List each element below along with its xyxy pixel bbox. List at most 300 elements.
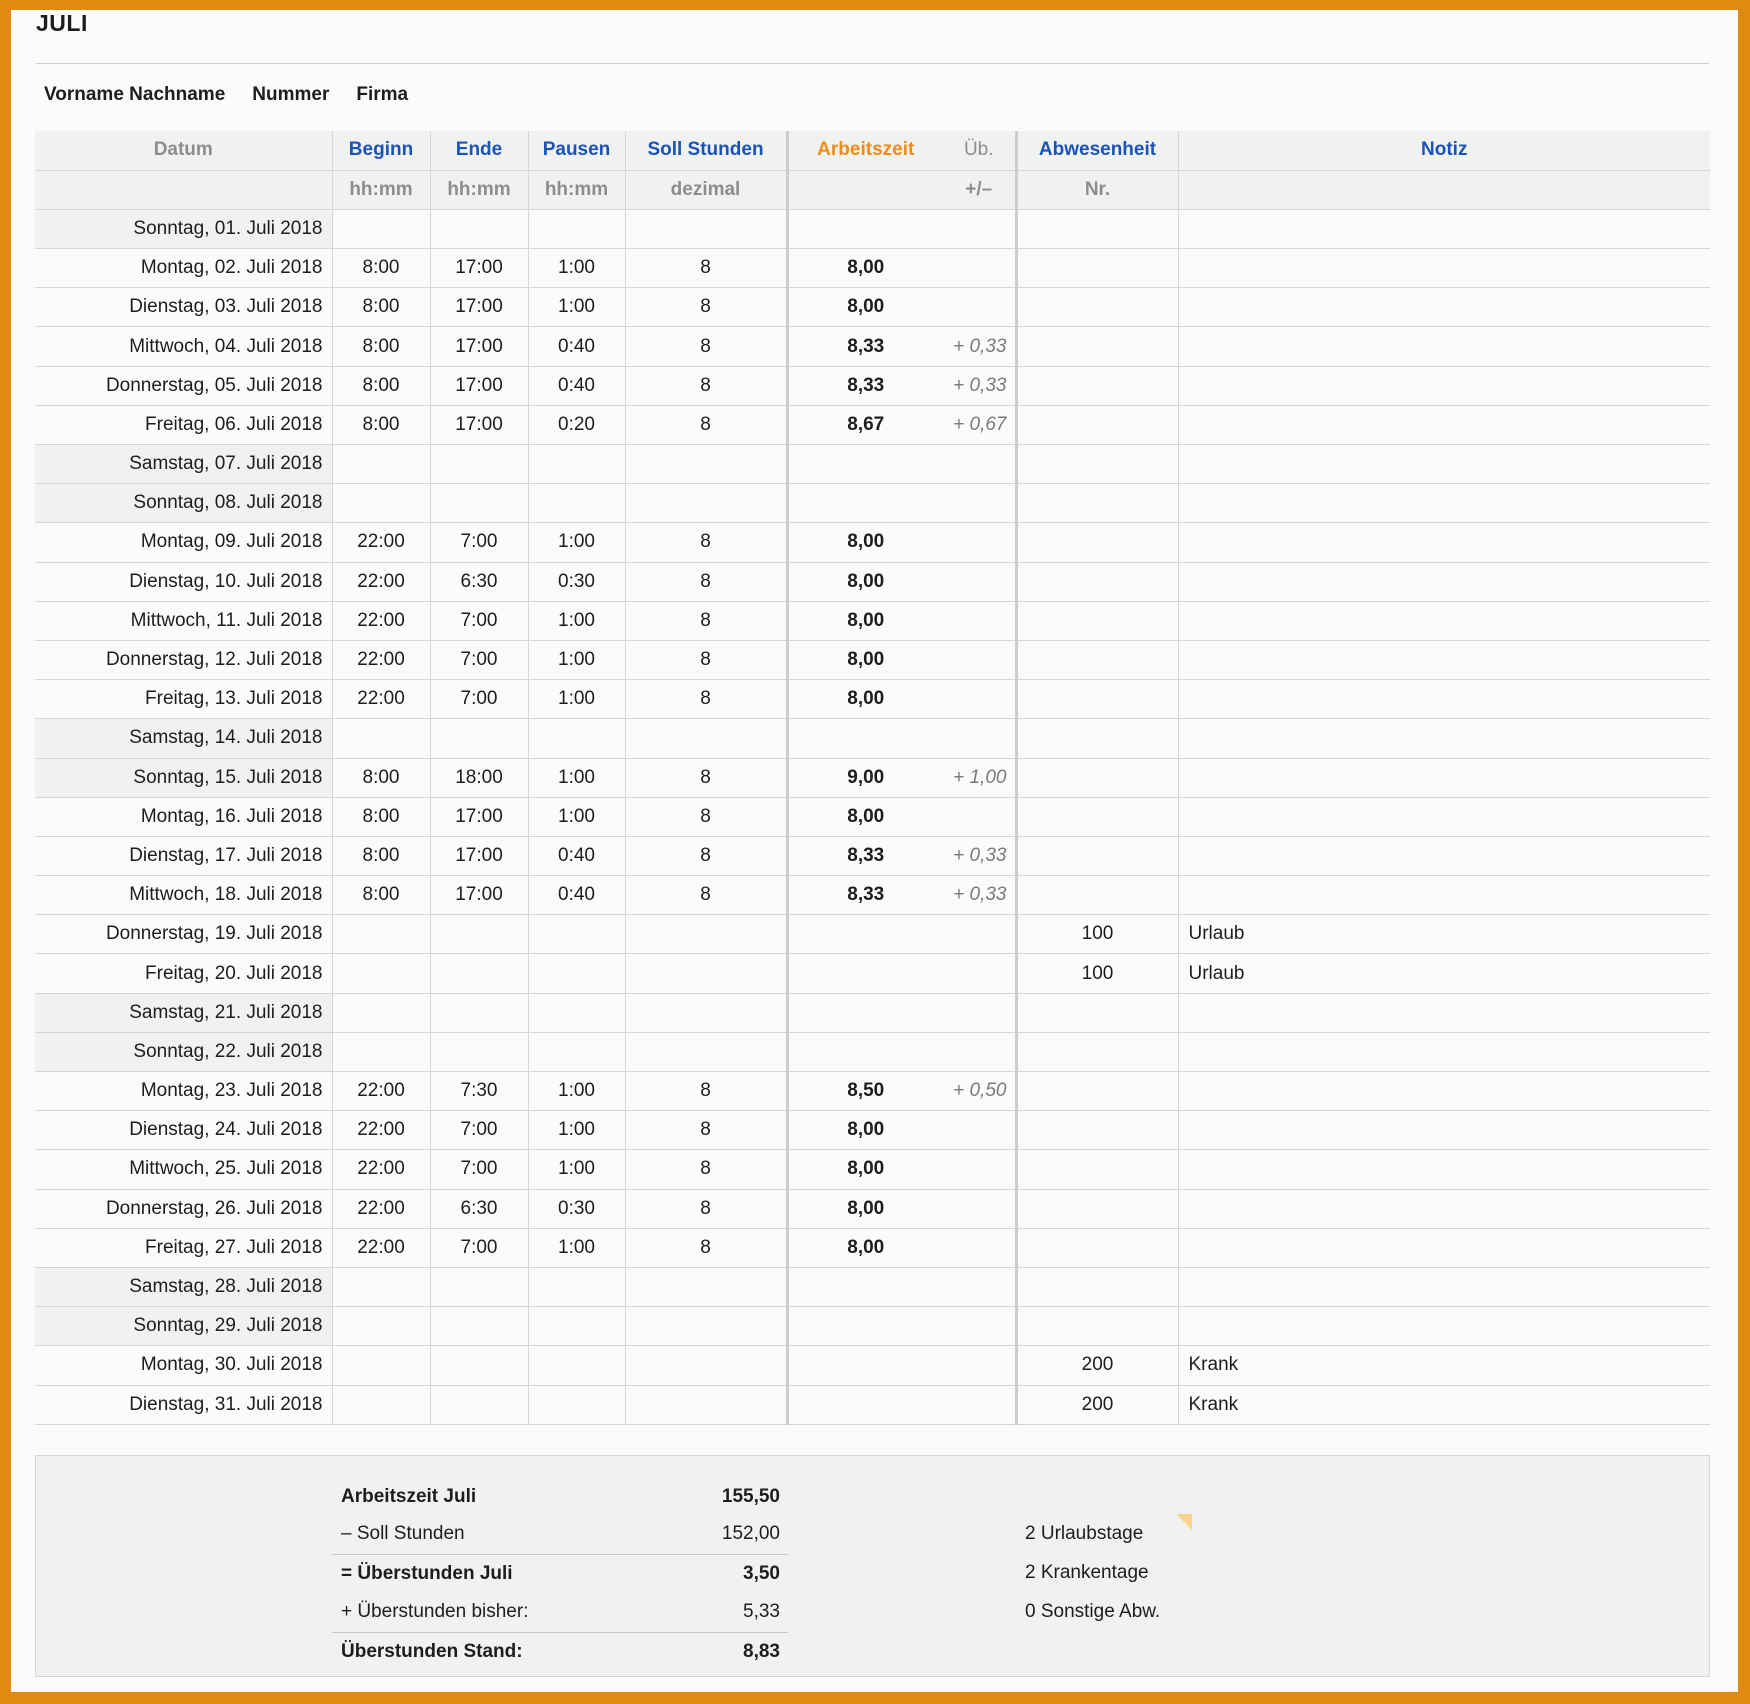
cell-overtime[interactable]: + 0,33 bbox=[943, 836, 1016, 875]
cell-end[interactable] bbox=[430, 1385, 528, 1424]
cell-worktime[interactable] bbox=[787, 915, 943, 954]
cell-date[interactable]: Freitag, 20. Juli 2018 bbox=[35, 954, 332, 993]
cell-end[interactable]: 7:00 bbox=[430, 1150, 528, 1189]
cell-breaks[interactable] bbox=[528, 1267, 625, 1306]
cell-end[interactable]: 17:00 bbox=[430, 366, 528, 405]
cell-date[interactable]: Donnerstag, 19. Juli 2018 bbox=[35, 915, 332, 954]
col-unit-date bbox=[35, 170, 332, 209]
cell-absence[interactable] bbox=[1016, 640, 1178, 679]
cell-begin[interactable]: 22:00 bbox=[332, 1150, 430, 1189]
cell-target[interactable] bbox=[625, 1032, 787, 1071]
cell-absence[interactable] bbox=[1016, 797, 1178, 836]
cell-date[interactable]: Sonntag, 15. Juli 2018 bbox=[35, 758, 332, 797]
cell-begin[interactable] bbox=[332, 915, 430, 954]
cell-begin[interactable]: 22:00 bbox=[332, 680, 430, 719]
cell-end[interactable]: 7:00 bbox=[430, 601, 528, 640]
cell-breaks[interactable]: 1:00 bbox=[528, 249, 625, 288]
cell-target[interactable] bbox=[625, 954, 787, 993]
cell-worktime[interactable] bbox=[787, 209, 943, 248]
cell-date[interactable]: Freitag, 06. Juli 2018 bbox=[35, 405, 332, 444]
cell-end[interactable]: 7:00 bbox=[430, 1111, 528, 1150]
cell-overtime[interactable] bbox=[943, 445, 1016, 484]
cell-target[interactable]: 8 bbox=[625, 405, 787, 444]
cell-worktime[interactable] bbox=[787, 719, 943, 758]
cell-target[interactable]: 8 bbox=[625, 797, 787, 836]
cell-end[interactable]: 17:00 bbox=[430, 836, 528, 875]
cell-note[interactable] bbox=[1178, 562, 1710, 601]
cell-breaks[interactable] bbox=[528, 1307, 625, 1346]
cell-target[interactable]: 8 bbox=[625, 1228, 787, 1267]
cell-worktime[interactable]: 8,00 bbox=[787, 288, 943, 327]
cell-note[interactable]: Urlaub bbox=[1178, 954, 1710, 993]
col-header-date: Datum bbox=[35, 131, 332, 170]
cell-worktime[interactable] bbox=[787, 954, 943, 993]
cell-begin[interactable] bbox=[332, 993, 430, 1032]
cell-begin[interactable]: 8:00 bbox=[332, 836, 430, 875]
cell-breaks[interactable]: 1:00 bbox=[528, 680, 625, 719]
table-row bbox=[35, 1267, 1710, 1306]
cell-target[interactable] bbox=[625, 445, 787, 484]
cell-breaks[interactable] bbox=[528, 209, 625, 248]
cell-overtime[interactable]: + 0,33 bbox=[943, 327, 1016, 366]
cell-overtime[interactable] bbox=[943, 1228, 1016, 1267]
cell-date[interactable]: Sonntag, 29. Juli 2018 bbox=[35, 1307, 332, 1346]
cell-begin[interactable] bbox=[332, 1267, 430, 1306]
cell-note[interactable] bbox=[1178, 249, 1710, 288]
cell-date[interactable]: Sonntag, 08. Juli 2018 bbox=[35, 484, 332, 523]
col-header-absence: Abwesenheit bbox=[1016, 131, 1178, 170]
cell-end[interactable]: 17:00 bbox=[430, 405, 528, 444]
cell-date[interactable]: Mittwoch, 04. Juli 2018 bbox=[35, 327, 332, 366]
cell-note[interactable] bbox=[1178, 758, 1710, 797]
cell-begin[interactable] bbox=[332, 209, 430, 248]
cell-breaks[interactable]: 1:00 bbox=[528, 523, 625, 562]
cell-date[interactable]: Montag, 30. Juli 2018 bbox=[35, 1346, 332, 1385]
table-row bbox=[35, 1189, 1710, 1228]
cell-target[interactable]: 8 bbox=[625, 562, 787, 601]
cell-breaks[interactable] bbox=[528, 1346, 625, 1385]
cell-overtime[interactable]: + 0,50 bbox=[943, 1072, 1016, 1111]
cell-worktime[interactable] bbox=[787, 1267, 943, 1306]
cell-note[interactable] bbox=[1178, 601, 1710, 640]
cell-absence[interactable]: 200 bbox=[1016, 1385, 1178, 1424]
cell-overtime[interactable] bbox=[943, 288, 1016, 327]
cell-date[interactable]: Samstag, 28. Juli 2018 bbox=[35, 1267, 332, 1306]
cell-target[interactable]: 8 bbox=[625, 327, 787, 366]
cell-breaks[interactable]: 1:00 bbox=[528, 601, 625, 640]
cell-date[interactable]: Dienstag, 10. Juli 2018 bbox=[35, 562, 332, 601]
cell-overtime[interactable] bbox=[943, 562, 1016, 601]
cell-end[interactable]: 17:00 bbox=[430, 288, 528, 327]
cell-note[interactable] bbox=[1178, 327, 1710, 366]
table-row bbox=[35, 993, 1710, 1032]
cell-worktime[interactable]: 8,00 bbox=[787, 1111, 943, 1150]
summary-worktime bbox=[332, 1477, 788, 1516]
cell-date[interactable]: Dienstag, 03. Juli 2018 bbox=[35, 288, 332, 327]
cell-begin[interactable] bbox=[332, 1032, 430, 1071]
cell-begin[interactable]: 22:00 bbox=[332, 1189, 430, 1228]
cell-absence[interactable] bbox=[1016, 1032, 1178, 1071]
cell-overtime[interactable] bbox=[943, 1267, 1016, 1306]
cell-overtime[interactable] bbox=[943, 1307, 1016, 1346]
cell-end[interactable]: 17:00 bbox=[430, 327, 528, 366]
cell-worktime[interactable]: 8,50 bbox=[787, 1072, 943, 1111]
cell-end[interactable]: 6:30 bbox=[430, 562, 528, 601]
cell-worktime[interactable]: 8,33 bbox=[787, 327, 943, 366]
cell-worktime[interactable]: 8,00 bbox=[787, 680, 943, 719]
cell-worktime[interactable]: 9,00 bbox=[787, 758, 943, 797]
person-number: Nummer bbox=[252, 84, 330, 105]
cell-end[interactable]: 7:00 bbox=[430, 640, 528, 679]
cell-note[interactable] bbox=[1178, 1111, 1710, 1150]
cell-note[interactable] bbox=[1178, 719, 1710, 758]
cell-begin[interactable]: 8:00 bbox=[332, 797, 430, 836]
cell-worktime[interactable]: 8,33 bbox=[787, 366, 943, 405]
cell-target[interactable]: 8 bbox=[625, 1111, 787, 1150]
col-unit-breaks: hh:mm bbox=[528, 170, 625, 209]
cell-target[interactable] bbox=[625, 1385, 787, 1424]
cell-end[interactable] bbox=[430, 719, 528, 758]
cell-absence[interactable] bbox=[1016, 1189, 1178, 1228]
cell-begin[interactable] bbox=[332, 1307, 430, 1346]
cell-note[interactable] bbox=[1178, 1189, 1710, 1228]
cell-overtime[interactable] bbox=[943, 680, 1016, 719]
cell-worktime[interactable]: 8,00 bbox=[787, 640, 943, 679]
cell-worktime[interactable]: 8,00 bbox=[787, 1189, 943, 1228]
cell-note[interactable] bbox=[1178, 288, 1710, 327]
cell-date[interactable]: Freitag, 13. Juli 2018 bbox=[35, 680, 332, 719]
cell-breaks[interactable]: 0:40 bbox=[528, 366, 625, 405]
cell-target[interactable]: 8 bbox=[625, 1189, 787, 1228]
cell-absence[interactable] bbox=[1016, 445, 1178, 484]
cell-note[interactable] bbox=[1178, 523, 1710, 562]
cell-absence[interactable] bbox=[1016, 601, 1178, 640]
cell-worktime[interactable]: 8,00 bbox=[787, 797, 943, 836]
cell-overtime[interactable] bbox=[943, 1385, 1016, 1424]
cell-absence[interactable] bbox=[1016, 1307, 1178, 1346]
cell-breaks[interactable]: 0:30 bbox=[528, 562, 625, 601]
summary-overtime-prev bbox=[332, 1592, 788, 1631]
cell-date[interactable]: Donnerstag, 26. Juli 2018 bbox=[35, 1189, 332, 1228]
timesheet-sheet bbox=[11, 10, 1738, 1692]
cell-begin[interactable]: 8:00 bbox=[332, 288, 430, 327]
cell-note[interactable] bbox=[1178, 640, 1710, 679]
cell-end[interactable]: 7:00 bbox=[430, 523, 528, 562]
cell-date[interactable]: Mittwoch, 11. Juli 2018 bbox=[35, 601, 332, 640]
cell-absence[interactable] bbox=[1016, 1111, 1178, 1150]
cell-absence[interactable] bbox=[1016, 405, 1178, 444]
cell-breaks[interactable] bbox=[528, 719, 625, 758]
cell-end[interactable] bbox=[430, 1346, 528, 1385]
cell-breaks[interactable]: 0:40 bbox=[528, 327, 625, 366]
cell-absence[interactable] bbox=[1016, 523, 1178, 562]
cell-target[interactable]: 8 bbox=[625, 640, 787, 679]
table-row bbox=[35, 719, 1710, 758]
cell-breaks[interactable] bbox=[528, 915, 625, 954]
cell-target[interactable] bbox=[625, 1307, 787, 1346]
cell-absence[interactable] bbox=[1016, 836, 1178, 875]
cell-worktime[interactable]: 8,00 bbox=[787, 562, 943, 601]
cell-end[interactable] bbox=[430, 1307, 528, 1346]
cell-overtime[interactable] bbox=[943, 523, 1016, 562]
cell-end[interactable] bbox=[430, 209, 528, 248]
cell-begin[interactable] bbox=[332, 445, 430, 484]
cell-target[interactable]: 8 bbox=[625, 680, 787, 719]
cell-note[interactable] bbox=[1178, 1150, 1710, 1189]
cell-worktime[interactable] bbox=[787, 1346, 943, 1385]
cell-breaks[interactable]: 0:40 bbox=[528, 876, 625, 915]
cell-overtime[interactable] bbox=[943, 719, 1016, 758]
cell-breaks[interactable] bbox=[528, 1032, 625, 1071]
cell-target[interactable]: 8 bbox=[625, 288, 787, 327]
cell-end[interactable]: 17:00 bbox=[430, 797, 528, 836]
cell-begin[interactable] bbox=[332, 954, 430, 993]
cell-absence[interactable] bbox=[1016, 484, 1178, 523]
cell-worktime[interactable]: 8,00 bbox=[787, 249, 943, 288]
summary-target-value: 152,00 bbox=[721, 1522, 780, 1544]
cell-note[interactable] bbox=[1178, 1228, 1710, 1267]
cell-absence[interactable]: 100 bbox=[1016, 915, 1178, 954]
cell-breaks[interactable]: 1:00 bbox=[528, 1150, 625, 1189]
cell-begin[interactable]: 8:00 bbox=[332, 249, 430, 288]
cell-worktime[interactable]: 8,00 bbox=[787, 1150, 943, 1189]
cell-target[interactable]: 8 bbox=[625, 876, 787, 915]
absence-vacation-count: 2 Urlaubstage bbox=[1025, 1523, 1144, 1544]
cell-note[interactable] bbox=[1178, 836, 1710, 875]
cell-absence[interactable] bbox=[1016, 876, 1178, 915]
cell-absence[interactable] bbox=[1016, 288, 1178, 327]
cell-note[interactable]: Krank bbox=[1178, 1346, 1710, 1385]
cell-date[interactable]: Montag, 23. Juli 2018 bbox=[35, 1072, 332, 1111]
cell-worktime[interactable] bbox=[787, 993, 943, 1032]
cell-date[interactable]: Donnerstag, 05. Juli 2018 bbox=[35, 366, 332, 405]
cell-target[interactable] bbox=[625, 993, 787, 1032]
cell-overtime[interactable] bbox=[943, 1111, 1016, 1150]
cell-target[interactable]: 8 bbox=[625, 758, 787, 797]
cell-note[interactable] bbox=[1178, 1267, 1710, 1306]
cell-date[interactable]: Montag, 02. Juli 2018 bbox=[35, 249, 332, 288]
cell-breaks[interactable]: 1:00 bbox=[528, 758, 625, 797]
cell-end[interactable]: 6:30 bbox=[430, 1189, 528, 1228]
cell-overtime[interactable] bbox=[943, 797, 1016, 836]
cell-absence[interactable] bbox=[1016, 209, 1178, 248]
col-unit-overtime: +/– bbox=[943, 170, 1016, 209]
cell-end[interactable]: 7:00 bbox=[430, 680, 528, 719]
cell-worktime[interactable]: 8,33 bbox=[787, 876, 943, 915]
cell-note[interactable] bbox=[1178, 484, 1710, 523]
cell-absence[interactable] bbox=[1016, 1150, 1178, 1189]
cell-target[interactable]: 8 bbox=[625, 249, 787, 288]
summary-overtime-prev-value: 5,33 bbox=[743, 1600, 780, 1622]
cell-date[interactable]: Montag, 16. Juli 2018 bbox=[35, 797, 332, 836]
cell-date[interactable]: Samstag, 14. Juli 2018 bbox=[35, 719, 332, 758]
cell-begin[interactable] bbox=[332, 719, 430, 758]
cell-date[interactable]: Freitag, 27. Juli 2018 bbox=[35, 1228, 332, 1267]
cell-begin[interactable]: 22:00 bbox=[332, 601, 430, 640]
cell-absence[interactable] bbox=[1016, 1267, 1178, 1306]
cell-absence[interactable] bbox=[1016, 758, 1178, 797]
cell-overtime[interactable] bbox=[943, 1346, 1016, 1385]
cell-begin[interactable]: 22:00 bbox=[332, 523, 430, 562]
cell-breaks[interactable]: 1:00 bbox=[528, 1111, 625, 1150]
cell-begin[interactable]: 22:00 bbox=[332, 640, 430, 679]
cell-breaks[interactable] bbox=[528, 1385, 625, 1424]
cell-note[interactable] bbox=[1178, 876, 1710, 915]
cell-target[interactable]: 8 bbox=[625, 523, 787, 562]
cell-absence[interactable] bbox=[1016, 993, 1178, 1032]
cell-overtime[interactable] bbox=[943, 1150, 1016, 1189]
cell-worktime[interactable]: 8,00 bbox=[787, 601, 943, 640]
cell-target[interactable]: 8 bbox=[625, 836, 787, 875]
cell-begin[interactable]: 8:00 bbox=[332, 876, 430, 915]
cell-begin[interactable]: 8:00 bbox=[332, 366, 430, 405]
cell-note[interactable] bbox=[1178, 209, 1710, 248]
cell-date[interactable]: Dienstag, 24. Juli 2018 bbox=[35, 1111, 332, 1150]
cell-breaks[interactable]: 1:00 bbox=[528, 1072, 625, 1111]
cell-begin[interactable]: 8:00 bbox=[332, 405, 430, 444]
cell-absence[interactable] bbox=[1016, 562, 1178, 601]
cell-absence[interactable] bbox=[1016, 719, 1178, 758]
cell-target[interactable]: 8 bbox=[625, 1072, 787, 1111]
cell-note[interactable] bbox=[1178, 1072, 1710, 1111]
cell-date[interactable]: Sonntag, 22. Juli 2018 bbox=[35, 1032, 332, 1071]
cell-breaks[interactable]: 1:00 bbox=[528, 797, 625, 836]
cell-date[interactable]: Samstag, 07. Juli 2018 bbox=[35, 445, 332, 484]
table-row bbox=[35, 797, 1710, 836]
cell-worktime[interactable]: 8,67 bbox=[787, 405, 943, 444]
cell-end[interactable]: 17:00 bbox=[430, 876, 528, 915]
cell-overtime[interactable]: + 0,33 bbox=[943, 366, 1016, 405]
cell-end[interactable] bbox=[430, 1267, 528, 1306]
cell-target[interactable] bbox=[625, 209, 787, 248]
cell-overtime[interactable] bbox=[943, 954, 1016, 993]
cell-note[interactable] bbox=[1178, 797, 1710, 836]
cell-overtime[interactable] bbox=[943, 1189, 1016, 1228]
cell-date[interactable]: Montag, 09. Juli 2018 bbox=[35, 523, 332, 562]
cell-begin[interactable]: 22:00 bbox=[332, 1111, 430, 1150]
cell-overtime[interactable]: + 0,67 bbox=[943, 405, 1016, 444]
cell-overtime[interactable] bbox=[943, 640, 1016, 679]
cell-date[interactable]: Dienstag, 17. Juli 2018 bbox=[35, 836, 332, 875]
cell-breaks[interactable]: 0:20 bbox=[528, 405, 625, 444]
cell-begin[interactable]: 22:00 bbox=[332, 1228, 430, 1267]
cell-overtime[interactable] bbox=[943, 993, 1016, 1032]
table-row bbox=[35, 327, 1710, 366]
cell-end[interactable]: 17:00 bbox=[430, 249, 528, 288]
cell-absence[interactable]: 100 bbox=[1016, 954, 1178, 993]
cell-target[interactable]: 8 bbox=[625, 1150, 787, 1189]
cell-absence[interactable]: 200 bbox=[1016, 1346, 1178, 1385]
table-row bbox=[35, 249, 1710, 288]
cell-overtime[interactable] bbox=[943, 209, 1016, 248]
cell-begin[interactable]: 22:00 bbox=[332, 562, 430, 601]
cell-end[interactable]: 7:00 bbox=[430, 1228, 528, 1267]
cell-worktime[interactable]: 8,33 bbox=[787, 836, 943, 875]
cell-absence[interactable] bbox=[1016, 1228, 1178, 1267]
cell-breaks[interactable]: 0:40 bbox=[528, 836, 625, 875]
cell-note[interactable] bbox=[1178, 366, 1710, 405]
cell-date[interactable]: Sonntag, 01. Juli 2018 bbox=[35, 209, 332, 248]
cell-overtime[interactable] bbox=[943, 601, 1016, 640]
cell-overtime[interactable]: + 1,00 bbox=[943, 758, 1016, 797]
cell-note[interactable] bbox=[1178, 445, 1710, 484]
cell-date[interactable]: Dienstag, 31. Juli 2018 bbox=[35, 1385, 332, 1424]
cell-worktime[interactable] bbox=[787, 445, 943, 484]
cell-overtime[interactable] bbox=[943, 249, 1016, 288]
cell-begin[interactable] bbox=[332, 1346, 430, 1385]
cell-overtime[interactable]: + 0,33 bbox=[943, 876, 1016, 915]
cell-worktime[interactable] bbox=[787, 1032, 943, 1071]
cell-target[interactable] bbox=[625, 1346, 787, 1385]
cell-date[interactable]: Samstag, 21. Juli 2018 bbox=[35, 993, 332, 1032]
cell-date[interactable]: Mittwoch, 18. Juli 2018 bbox=[35, 876, 332, 915]
cell-absence[interactable] bbox=[1016, 1072, 1178, 1111]
cell-date[interactable]: Donnerstag, 12. Juli 2018 bbox=[35, 640, 332, 679]
cell-note[interactable] bbox=[1178, 1307, 1710, 1346]
cell-end[interactable] bbox=[430, 1032, 528, 1071]
cell-breaks[interactable]: 1:00 bbox=[528, 288, 625, 327]
cell-breaks[interactable]: 1:00 bbox=[528, 1228, 625, 1267]
cell-note[interactable] bbox=[1178, 993, 1710, 1032]
cell-breaks[interactable] bbox=[528, 954, 625, 993]
cell-breaks[interactable]: 0:30 bbox=[528, 1189, 625, 1228]
cell-begin[interactable]: 22:00 bbox=[332, 1072, 430, 1111]
cell-end[interactable]: 18:00 bbox=[430, 758, 528, 797]
cell-target[interactable] bbox=[625, 915, 787, 954]
cell-note[interactable] bbox=[1178, 405, 1710, 444]
cell-target[interactable] bbox=[625, 1267, 787, 1306]
cell-note[interactable]: Krank bbox=[1178, 1385, 1710, 1424]
cell-absence[interactable] bbox=[1016, 680, 1178, 719]
cell-date[interactable]: Mittwoch, 25. Juli 2018 bbox=[35, 1150, 332, 1189]
cell-end[interactable] bbox=[430, 954, 528, 993]
cell-overtime[interactable] bbox=[943, 915, 1016, 954]
cell-begin[interactable] bbox=[332, 1385, 430, 1424]
cell-worktime[interactable] bbox=[787, 484, 943, 523]
cell-target[interactable]: 8 bbox=[625, 366, 787, 405]
cell-overtime[interactable] bbox=[943, 1032, 1016, 1071]
cell-note[interactable] bbox=[1178, 680, 1710, 719]
cell-note[interactable] bbox=[1178, 1032, 1710, 1071]
cell-end[interactable] bbox=[430, 484, 528, 523]
cell-breaks[interactable] bbox=[528, 484, 625, 523]
cell-target[interactable] bbox=[625, 719, 787, 758]
cell-end[interactable] bbox=[430, 445, 528, 484]
cell-end[interactable] bbox=[430, 915, 528, 954]
cell-breaks[interactable] bbox=[528, 993, 625, 1032]
col-header-breaks: Pausen bbox=[528, 131, 625, 170]
cell-begin[interactable]: 8:00 bbox=[332, 758, 430, 797]
cell-absence[interactable] bbox=[1016, 249, 1178, 288]
cell-worktime[interactable]: 8,00 bbox=[787, 1228, 943, 1267]
cell-end[interactable]: 7:30 bbox=[430, 1072, 528, 1111]
cell-end[interactable] bbox=[430, 993, 528, 1032]
cell-worktime[interactable] bbox=[787, 1307, 943, 1346]
cell-begin[interactable] bbox=[332, 484, 430, 523]
cell-worktime[interactable] bbox=[787, 1385, 943, 1424]
cell-breaks[interactable] bbox=[528, 445, 625, 484]
cell-absence[interactable] bbox=[1016, 366, 1178, 405]
cell-begin[interactable]: 8:00 bbox=[332, 327, 430, 366]
cell-target[interactable] bbox=[625, 484, 787, 523]
cell-absence[interactable] bbox=[1016, 327, 1178, 366]
cell-worktime[interactable]: 8,00 bbox=[787, 523, 943, 562]
cell-target[interactable]: 8 bbox=[625, 601, 787, 640]
cell-breaks[interactable]: 1:00 bbox=[528, 640, 625, 679]
table-row bbox=[35, 1228, 1710, 1267]
cell-note[interactable]: Urlaub bbox=[1178, 915, 1710, 954]
cell-overtime[interactable] bbox=[943, 484, 1016, 523]
